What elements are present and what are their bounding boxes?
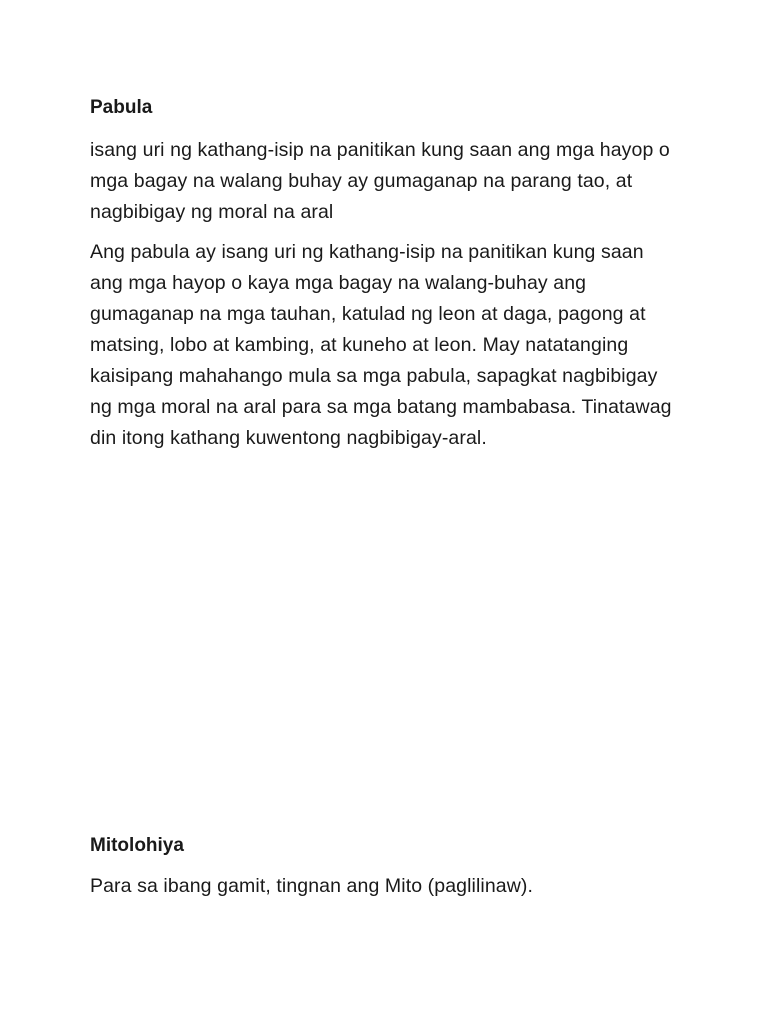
section-heading-mitolohiya: Mitolohiya: [90, 835, 184, 856]
mitolohiya-note-paragraph: Para sa ibang gamit, tingnan ang Mito (paglilinaw).: [90, 875, 534, 897]
pabula-definition-paragraph: isang uri ng kathang-isip na panitikan kung saan ang mga hayop o mga bagay na walang buhay ay gumaganap na parang tao, at nagbibigay ng moral na aral: [90, 139, 670, 223]
pabula-description-paragraph: Ang pabula ay isang uri ng kathang-isip na panitikan kung saan ang mga hayop o kaya mga bagay na walang-buhay ang gumaganap na mga tauhan, katulad ng leon at daga, pagong at matsing, lobo at kambing, at kuneho at leon. May natatanging kaisipang mahahango mula sa mga pabula, sapagkat nagbibigay ng mga moral na aral para sa mga batang mambabasa. Tinatawag din itong kathang kuwentong nagbibigay-aral.: [90, 241, 672, 449]
section-heading-pabula: Pabula: [90, 97, 153, 118]
